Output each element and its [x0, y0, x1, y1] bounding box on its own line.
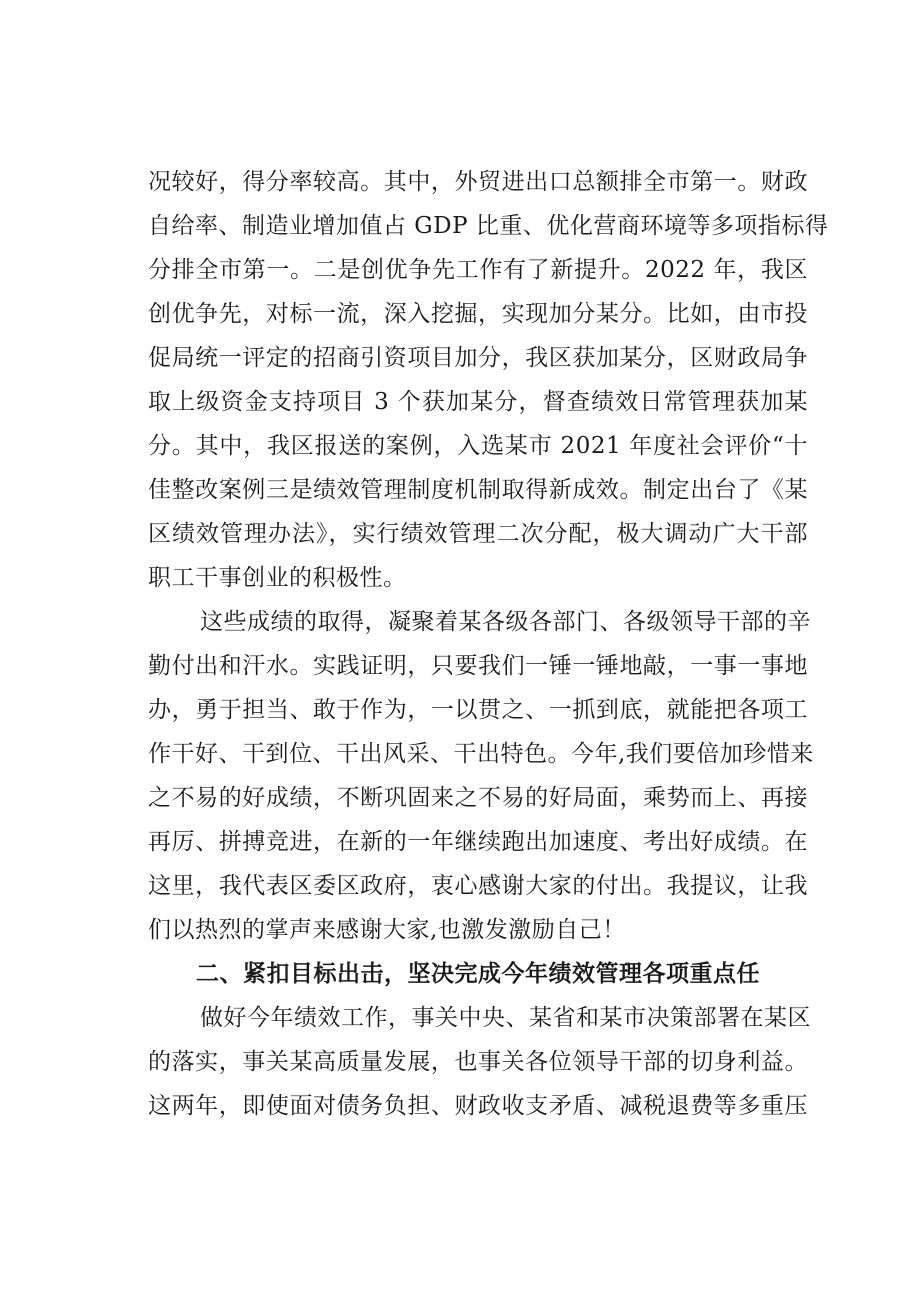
text-line: 这两年，即使面对债务负担、财政收支矛盾、减税退费等多重压	[148, 1093, 808, 1119]
text-line: 再厉、拼搏竞进，在新的一年继续跑出加速度、考出好成绩。在	[148, 829, 808, 855]
text-line: 勤付出和汗水。实践证明，只要我们一锤一锤地敲，一事一事地	[148, 653, 808, 679]
text-line: 况较好，得分率较高。其中，外贸进出口总额排全市第一。财政	[148, 169, 808, 195]
text-line: 分。其中，我区报送的案例，入选某市 2021 年度社会评价“十	[148, 433, 808, 459]
text-line: 创优争先，对标一流，深入挖掘，实现加分某分。比如，由市投	[148, 301, 808, 327]
text-line: 分排全市第一。二是创优争先工作有了新提升。2022 年，我区	[148, 257, 808, 283]
text-line: 们以热烈的掌声来感谢大家,也激发激励自己！	[148, 917, 626, 943]
text-line: 这里，我代表区委区政府，衷心感谢大家的付出。我提议，让我	[148, 873, 808, 899]
text-line: 办，勇于担当、敢于作为，一以贯之、一抓到底，就能把各项工	[148, 697, 808, 723]
text-line: 做好今年绩效工作，事关中央、某省和某市决策部署在某区	[200, 1005, 811, 1031]
text-line: 职工干事创业的积极性。	[148, 565, 407, 591]
text-line: 佳整改案例三是绩效管理制度机制取得新成效。制定出台了《某	[148, 477, 808, 503]
text-line: 这些成绩的取得，凝聚着某各级各部门、各级领导干部的辛	[200, 609, 811, 635]
text-line: 作干好、干到位、干出风采、干出特色。今年,我们要倍加珍惜来	[148, 741, 814, 767]
text-line: 区绩效管理办法》，实行绩效管理二次分配，极大调动广大干部	[148, 521, 808, 547]
section-heading: 二、紧扣目标出击，坚决完成今年绩效管理各项重点任	[196, 961, 760, 987]
text-line: 自给率、制造业增加值占 GDP 比重、优化营商环境等多项指标得	[148, 213, 829, 239]
text-line: 的落实，事关某高质量发展，也事关各位领导干部的切身利益。	[148, 1049, 808, 1075]
text-line: 之不易的好成绩，不断巩固来之不易的好局面，乘势而上、再接	[148, 785, 808, 811]
text-line: 取上级资金支持项目 3 个获加某分，督查绩效日常管理获加某	[148, 389, 808, 415]
text-line: 促局统一评定的招商引资项目加分，我区获加某分，区财政局争	[148, 345, 808, 371]
